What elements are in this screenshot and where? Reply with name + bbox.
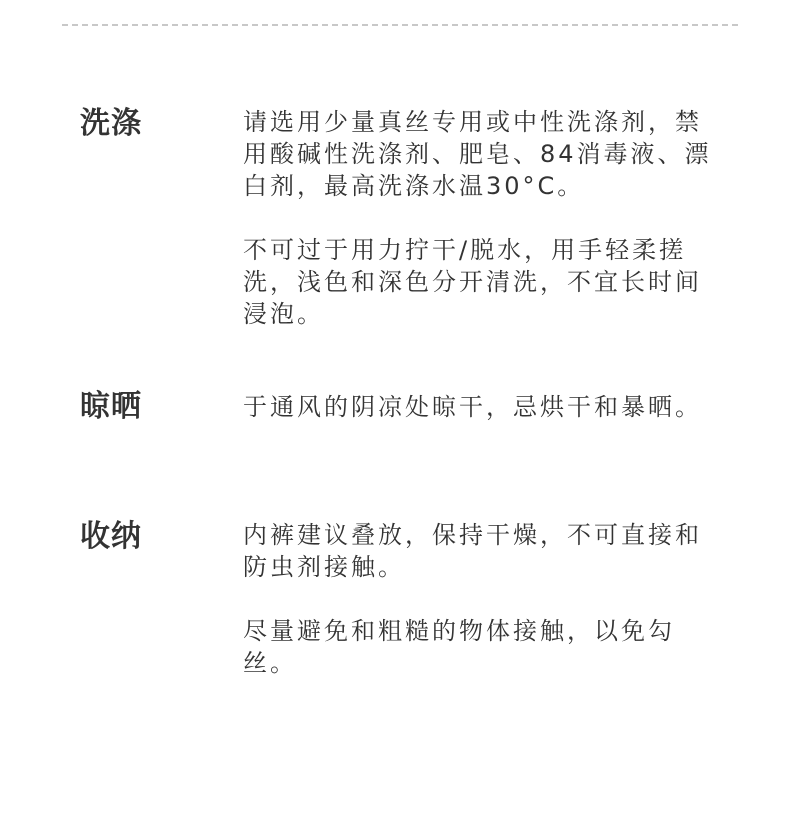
care-paragraph: 请选用少量真丝专用或中性洗涤剂，禁用酸碱性洗涤剂、肥皂、84消毒液、漂白剂，最高洗涤水温30°C。 [243,108,712,200]
care-paragraph: 内裤建议叠放，保持干燥，不可直接和防虫剂接触。 [243,521,702,581]
section-heading: 晾晒 [80,389,142,424]
dashed-divider [62,24,738,26]
care-paragraph: 于通风的阴凉处晾干，忌烘干和暴晒。 [243,393,702,421]
care-paragraph: 尽量避免和粗糙的物体接触，以免勾丝。 [243,617,675,677]
section-heading: 洗涤 [80,106,142,141]
section-heading: 收纳 [80,519,142,554]
care-paragraph: 不可过于用力拧干/脱水，用手轻柔搓洗，浅色和深色分开清洗，不宜长时间浸泡。 [243,236,702,328]
